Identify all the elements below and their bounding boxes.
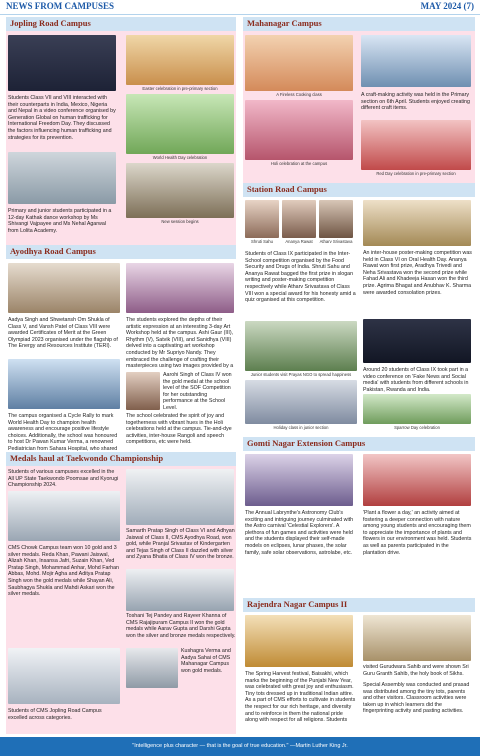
photo-gurudwara <box>363 615 471 661</box>
photo-health-day <box>126 94 234 154</box>
ayodhya-text-3: The campus organised a Cycle Rally to mark World Health Day to champion health awareness and encourage positive lifestyle choices. Additionally, the school was honoured to host Dr Pawan Kumar Verma, a renowned Pediatrician from Sahara Hospital, who shared <box>8 413 118 451</box>
caption-red-day: Red Day celebration in pre-primary section <box>376 171 456 176</box>
section-rajendra: Rajendra Nagar Campus II <box>243 598 475 612</box>
caption-atharv: Atharv Srivastava <box>319 239 353 244</box>
header-issue: MAY 2024 (7) <box>420 1 474 11</box>
medals-text-5: Kushagra Verma and Aadya Sahai of CMS Mahanagar Campus won gold medals. <box>181 648 231 674</box>
section-mahanagar: Mahanagar Campus <box>243 17 475 31</box>
photo-shruti <box>245 200 279 238</box>
rajendra-text-2: visited Gurudwara Sahib and were shown Sri Guru Granth Sahib, the holy book of Sikhs. <box>363 664 469 677</box>
photo-jopling-team <box>8 648 120 704</box>
ayodhya-text-1: Aadya Singh and Shwetansh Om Shukla of Class V, and Vansh Patel of Class VIII were awarded Certificates of Merit at the Green Olympiad 2023 organised under the flagship of The Energy and Resources Institute (TERI). <box>8 317 118 350</box>
caption-ananya: Ananya Rawat <box>285 239 313 244</box>
photo-fireless-cooking <box>245 35 353 91</box>
caption-shruti: Shruti Sahu <box>251 239 273 244</box>
ayodhya-text-4: Aarohi Singh of Class IV won the gold medal at the school level of the SOF Competition for her outstanding performance at the School Level. <box>163 372 232 410</box>
medals-text-3: Samarth Pratap Singh of Class VI and Adhyan Jaiswal of Class II, CMS Ayodhya Road, won gold, while Pranjal Srivastav of Kindergarten and Tejas Singh of Class II dazzled with silver and Zyana Bhatia of Class IV won the bronze. <box>126 528 235 561</box>
station-text-3: Around 20 students of Class IX took part in a video conference on 'Fake News and Social media' with students from different schools in Pakistan, Rwanda and India. <box>363 367 469 393</box>
ayodhya-text-5: The school celebrated the spirit of joy and togetherness with vibrant hues in the Holi celebrations held at the campus. Tie-and-dye activities, inter-house Rangoli and speech competitions, etc were held. <box>126 413 232 446</box>
medals-text-4: Toshani Tej Pandey and Rayeer Khanna of CMS Rajajipuram Campus II won the gold medals while Aarav Gupta and Darshi Gupta won the silver and bronze medals respectively. <box>126 613 236 639</box>
photo-holiday-class <box>245 380 357 424</box>
photo-red-day <box>361 120 471 170</box>
photo-mahanagar-medalists <box>126 648 178 688</box>
photo-easter <box>126 35 234 85</box>
photo-ananya <box>282 200 316 238</box>
medals-text-6: Students of CMS Jopling Road Campus excelled across categories. <box>8 708 102 721</box>
header-title: NEWS FROM CAMPUSES <box>6 1 115 11</box>
ayodhya-text-2: The students explored the depths of their artistic expression at an interesting 3-day Art Workshop held at the campus. Ashi Gaur (III), Rhythm (V), Satvik (VIII), and Sanidhya (VIII) delved into a captivating art workshop conducted by Mr Supriyo Nandy. They embraced the challenge of crafting their masterpieces using two images provided by a <box>126 317 234 369</box>
photo-astro-carnival <box>245 454 353 506</box>
photo-new-session <box>126 163 234 218</box>
photo-sparrow <box>363 394 471 424</box>
photo-poster <box>363 200 471 246</box>
section-jopling: Jopling Road Campus <box>6 17 236 31</box>
photo-baisakhi <box>245 615 353 667</box>
rajendra-text-3: Special Assembly was conducted and prasad was distributed among the tiny tots, parents and other visitors. Classroom activities were taken up in which learners did the fingerprinting activity and pasting activities. <box>363 682 470 715</box>
photo-fake-news-conference <box>363 319 471 363</box>
photo-art-workshop <box>126 263 234 313</box>
gomti-text-1: The Annual Labrynthe's Astronomy Club's exciting and intriguing journey culminated with the Astro carnival 'Celestial Explorers'. A plethora of fun games and activities were held and the students displayed their self-made models on eclipses, lunar phases, the solar family, safe solar observations, astrolabe, etc. <box>245 510 354 556</box>
photo-chowk-team <box>8 491 120 541</box>
photo-aarohi <box>126 372 160 410</box>
caption-easter: Easter celebration in pre-primary section <box>142 86 218 91</box>
photo-holi <box>245 100 353 160</box>
caption-new-session: New session begins <box>161 219 199 224</box>
footer-quote: "Intelligence plus character — that is the goal of true education." —Martin Luther King Jr. <box>0 737 480 756</box>
rajendra-text-1: The Spring Harvest festival, Baisakhi, which marks the beginning of the Punjabi New Year, was celebrated with great joy and enthusiasm. Tiny tots dressed up in traditional Indian attire. As a part of CMS efforts to cultivate in students the respect for our rich heritage, and diversity and to reinforce in them the national pride along with respect for all religions. Students <box>245 671 356 724</box>
medals-text-2: CMS Chowk Campus team won 10 gold and 3 silver medals. Reda Khan, Pawani Jaiswal, Alizah Khan, Insansa Jafri, Suzain Khan, Ved Pratap Singh, Mohammad Anhar, Mohd Farhan Abbas, Mohd. Mojir Agha and Aditya Pratap Singh won the gold medals while Shayan Ali, Saubhagya Shukla and Mahdi Askari won the silver medals. <box>8 545 120 598</box>
photo-kathak <box>8 152 116 204</box>
photo-rajajipuram-team <box>126 569 234 611</box>
section-ayodhya: Ayodhya Road Campus <box>6 245 236 259</box>
caption-holiday: Holiday class in junior section <box>273 425 329 430</box>
jopling-text-2: Primary and junior students participated in a 12-day Kathak dance workshop by Ms Shivangi Vajpayee and Ms Nehal Agarwal from Lolita Academy. <box>8 208 112 234</box>
station-text-2: An inter-house poster-making competition was held in Class VI on Oral Health Day. Ananya Rawat won first prize, Aradhya Trivedi and Neha Srivastava won the second prize while Fahad Ali and Khadeeja Hasan won the third prize. Agrima Bhagat and Anubhav K. Sharma were awarded consolation prizes. <box>363 250 472 296</box>
photo-atharv <box>319 200 353 238</box>
caption-sparrow: Sparrow Day celebration <box>394 425 440 430</box>
section-station: Station Road Campus <box>243 183 475 197</box>
caption-junior: Junior students visit Prayas NGO to spread happiness <box>250 372 352 377</box>
photo-ayodhya-team <box>126 469 234 525</box>
medals-text-1: Students of various campuses excelled in the All UP State Taekwondo Poomsae and Kyorugi Championship 2024. <box>8 469 119 489</box>
photo-prayas <box>245 321 357 371</box>
section-gomti: Gomti Nagar Extension Campus <box>243 437 475 451</box>
station-text-1: Students of Class IX participated in the Inter-School competition organised by the Food Security and Drugs of India. Shruti Sahu and Ananya Rawat bagged the first prize in slogan writing and poster-making competition respectively while Atharv Srivastava of Class VIII won a special award for his honesty amid a quiz organised at this competition. <box>245 251 356 304</box>
mahanagar-text-1: A craft-making activity was held in the Primary section on 6th April. Students enjoyed creating different craft items. <box>361 92 470 112</box>
caption-holi: Holi celebration at the campus <box>270 161 328 166</box>
photo-certificates <box>8 263 120 313</box>
caption-health-day: World Health Day celebration <box>152 155 208 160</box>
photo-craft <box>361 35 471 87</box>
photo-video-conference <box>8 35 116 91</box>
photo-cycle-rally <box>8 359 120 409</box>
caption-fireless: A Fireless Cooking class <box>276 92 322 97</box>
jopling-text-1: Students Class VII and VIII interacted with their counterparts in India, Mexico, Nigeria and Nepal in a video conference organised by Generation Global on human trafficking for International Freedom Day. They discussed the factors influencing human trafficking and strategies for its prevention. <box>8 95 116 141</box>
gomti-text-2: 'Plant a flower a day,' an activity aimed at fostering a deeper connection with nature among young students and encouraging them to appreciate the importance of plants and flowers in our environment was held. Students as well as parents participated in the plantation drive. <box>363 510 472 556</box>
section-medals: Medals haul at Taekwondo Championship <box>6 452 236 466</box>
page-header <box>0 0 480 15</box>
photo-plant-flower <box>363 454 471 506</box>
